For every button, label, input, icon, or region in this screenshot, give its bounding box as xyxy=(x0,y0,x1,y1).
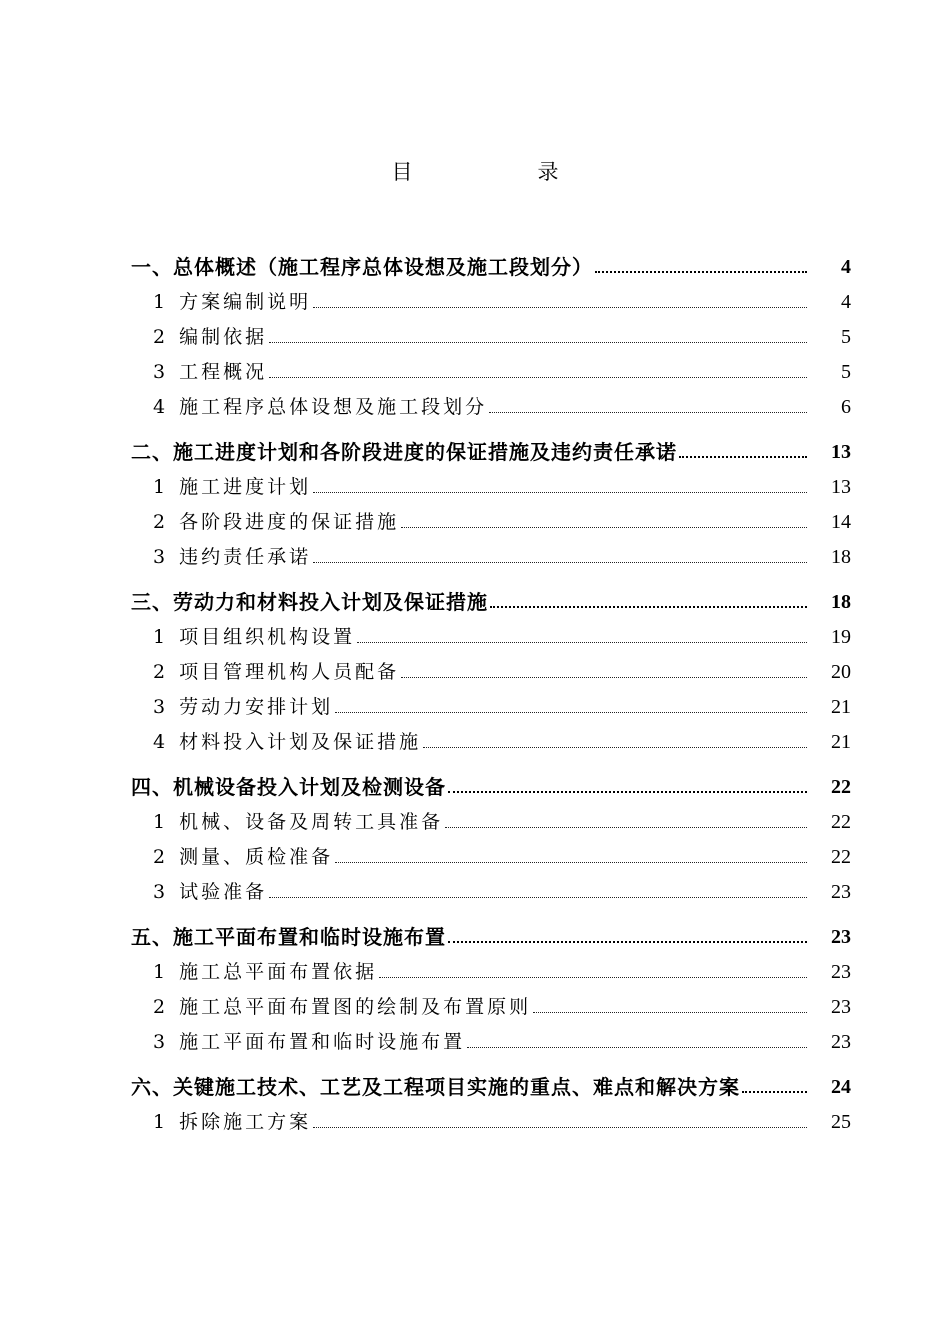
toc-item-text: 施工进度计划 xyxy=(179,476,312,498)
toc-page-number: 21 xyxy=(831,696,851,718)
toc-section-entry[interactable] xyxy=(131,763,851,798)
toc-page-number: 5 xyxy=(841,326,851,348)
toc-item-entry[interactable] xyxy=(131,868,851,903)
toc-item-label xyxy=(153,696,333,718)
toc-item-number: 2 xyxy=(153,996,166,1018)
toc-item-number: 2 xyxy=(153,326,166,348)
toc-item-entry[interactable] xyxy=(131,683,851,718)
toc-item-entry[interactable] xyxy=(131,533,851,568)
toc-page-number: 22 xyxy=(831,776,851,798)
toc-page-number: 13 xyxy=(831,441,851,463)
toc-section-entry[interactable] xyxy=(131,243,851,278)
toc-section-entry[interactable] xyxy=(131,913,851,948)
dot-leader xyxy=(742,1091,807,1093)
toc-item-entry[interactable] xyxy=(131,983,851,1018)
toc-page-number: 24 xyxy=(831,1076,851,1098)
toc-item-label xyxy=(153,1111,311,1133)
toc-item-entry[interactable] xyxy=(131,948,851,983)
table-of-contents xyxy=(131,243,851,1133)
toc-page-number: 23 xyxy=(831,881,851,903)
toc-item-text: 编制依据 xyxy=(179,326,268,348)
toc-page-number: 22 xyxy=(831,811,851,833)
toc-item-number: 3 xyxy=(153,696,166,718)
toc-item-number: 1 xyxy=(153,1111,166,1133)
dot-leader xyxy=(489,412,807,413)
toc-page-number: 4 xyxy=(841,256,851,278)
toc-item-label xyxy=(153,811,443,833)
toc-item-label xyxy=(153,626,355,648)
toc-item-text: 劳动力安排计划 xyxy=(179,696,334,718)
toc-item-number: 4 xyxy=(153,396,166,418)
dot-leader xyxy=(448,941,807,943)
toc-item-number: 3 xyxy=(153,1031,166,1053)
toc-item-text: 方案编制说明 xyxy=(179,291,312,313)
toc-page-number: 20 xyxy=(831,661,851,683)
dot-leader xyxy=(445,827,807,828)
toc-item-text: 试验准备 xyxy=(179,881,268,903)
toc-section-entry[interactable] xyxy=(131,1063,851,1098)
dot-leader xyxy=(357,642,807,643)
toc-item-entry[interactable] xyxy=(131,463,851,498)
dot-leader xyxy=(313,492,807,493)
toc-item-label xyxy=(153,361,267,383)
toc-page-number: 21 xyxy=(831,731,851,753)
toc-item-label xyxy=(153,846,333,868)
toc-item-number: 1 xyxy=(153,291,166,313)
toc-item-entry[interactable] xyxy=(131,648,851,683)
toc-item-number: 2 xyxy=(153,511,166,533)
toc-item-entry[interactable] xyxy=(131,498,851,533)
toc-section-label: 四、机械设备投入计划及检测设备 xyxy=(131,775,446,799)
dot-leader xyxy=(335,712,807,713)
toc-item-entry[interactable] xyxy=(131,798,851,833)
toc-item-entry[interactable] xyxy=(131,313,851,348)
toc-item-text: 施工程序总体设想及施工段划分 xyxy=(179,396,488,418)
toc-item-entry[interactable] xyxy=(131,613,851,648)
toc-page-number: 18 xyxy=(831,591,851,613)
toc-item-label xyxy=(153,476,311,498)
toc-item-text: 各阶段进度的保证措施 xyxy=(179,511,400,533)
toc-item-number: 1 xyxy=(153,961,166,983)
toc-item-label xyxy=(153,291,311,313)
dot-leader xyxy=(313,1127,807,1128)
dot-leader xyxy=(490,606,807,608)
toc-item-label xyxy=(153,881,267,903)
toc-item-text: 施工总平面布置依据 xyxy=(179,961,378,983)
toc-item-text: 拆除施工方案 xyxy=(179,1111,312,1133)
toc-item-number: 2 xyxy=(153,661,166,683)
toc-item-text: 项目组织机构设置 xyxy=(179,626,356,648)
toc-page-number: 23 xyxy=(831,926,851,948)
toc-item-label xyxy=(153,731,421,753)
dot-leader xyxy=(313,562,807,563)
dot-leader xyxy=(269,377,807,378)
toc-page-number: 23 xyxy=(831,961,851,983)
dot-leader xyxy=(335,862,807,863)
dot-leader xyxy=(448,791,807,793)
toc-section-label: 三、劳动力和材料投入计划及保证措施 xyxy=(131,590,488,614)
toc-section-label: 六、关键施工技术、工艺及工程项目实施的重点、难点和解决方案 xyxy=(131,1075,740,1099)
toc-page-number: 6 xyxy=(841,396,851,418)
dot-leader xyxy=(379,977,807,978)
toc-section-label: 二、施工进度计划和各阶段进度的保证措施及违约责任承诺 xyxy=(131,440,677,464)
toc-page-number: 25 xyxy=(831,1111,851,1133)
toc-item-entry[interactable] xyxy=(131,833,851,868)
toc-item-text: 违约责任承诺 xyxy=(179,546,312,568)
toc-item-label xyxy=(153,961,377,983)
toc-item-number: 3 xyxy=(153,881,166,903)
toc-item-label xyxy=(153,661,399,683)
toc-item-number: 1 xyxy=(153,476,166,498)
toc-item-label xyxy=(153,996,531,1018)
toc-item-text: 机械、设备及周转工具准备 xyxy=(179,811,444,833)
toc-item-number: 1 xyxy=(153,811,166,833)
dot-leader xyxy=(313,307,807,308)
dot-leader xyxy=(679,456,807,458)
toc-item-text: 施工平面布置和临时设施布置 xyxy=(179,1031,466,1053)
toc-page-number: 5 xyxy=(841,361,851,383)
toc-item-number: 2 xyxy=(153,846,166,868)
toc-page-number: 19 xyxy=(831,626,851,648)
toc-item-label xyxy=(153,546,311,568)
dot-leader xyxy=(467,1047,807,1048)
toc-page-number: 23 xyxy=(831,1031,851,1053)
toc-item-entry[interactable] xyxy=(131,348,851,383)
toc-item-number: 3 xyxy=(153,546,166,568)
toc-page-number: 13 xyxy=(831,476,851,498)
toc-item-text: 项目管理机构人员配备 xyxy=(179,661,400,683)
toc-page-number: 23 xyxy=(831,996,851,1018)
dot-leader xyxy=(269,342,807,343)
dot-leader xyxy=(401,527,807,528)
toc-item-label xyxy=(153,1031,465,1053)
toc-item-label xyxy=(153,326,267,348)
toc-item-number: 1 xyxy=(153,626,166,648)
toc-item-entry[interactable] xyxy=(131,278,851,313)
toc-item-text: 材料投入计划及保证措施 xyxy=(179,731,422,753)
toc-item-number: 4 xyxy=(153,731,166,753)
toc-item-entry[interactable] xyxy=(131,718,851,753)
toc-section-entry[interactable] xyxy=(131,578,851,613)
toc-item-label xyxy=(153,511,399,533)
toc-item-text: 施工总平面布置图的绘制及布置原则 xyxy=(179,996,532,1018)
toc-item-label xyxy=(153,396,487,418)
dot-leader xyxy=(401,677,807,678)
toc-item-entry[interactable] xyxy=(131,383,851,418)
toc-title: 目 录 xyxy=(391,160,611,184)
dot-leader xyxy=(423,747,807,748)
toc-item-entry[interactable] xyxy=(131,1018,851,1053)
toc-item-entry[interactable] xyxy=(131,1098,851,1133)
toc-item-text: 工程概况 xyxy=(179,361,268,383)
toc-page-number: 22 xyxy=(831,846,851,868)
toc-section-entry[interactable] xyxy=(131,428,851,463)
toc-item-number: 3 xyxy=(153,361,166,383)
dot-leader xyxy=(595,271,807,273)
dot-leader xyxy=(269,897,807,898)
toc-section-label: 五、施工平面布置和临时设施布置 xyxy=(131,925,446,949)
toc-page-number: 4 xyxy=(841,291,851,313)
toc-section-label: 一、总体概述（施工程序总体设想及施工段划分） xyxy=(131,255,593,279)
dot-leader xyxy=(533,1012,807,1013)
toc-page-number: 18 xyxy=(831,546,851,568)
toc-item-text: 测量、质检准备 xyxy=(179,846,334,868)
toc-page-number: 14 xyxy=(831,511,851,533)
